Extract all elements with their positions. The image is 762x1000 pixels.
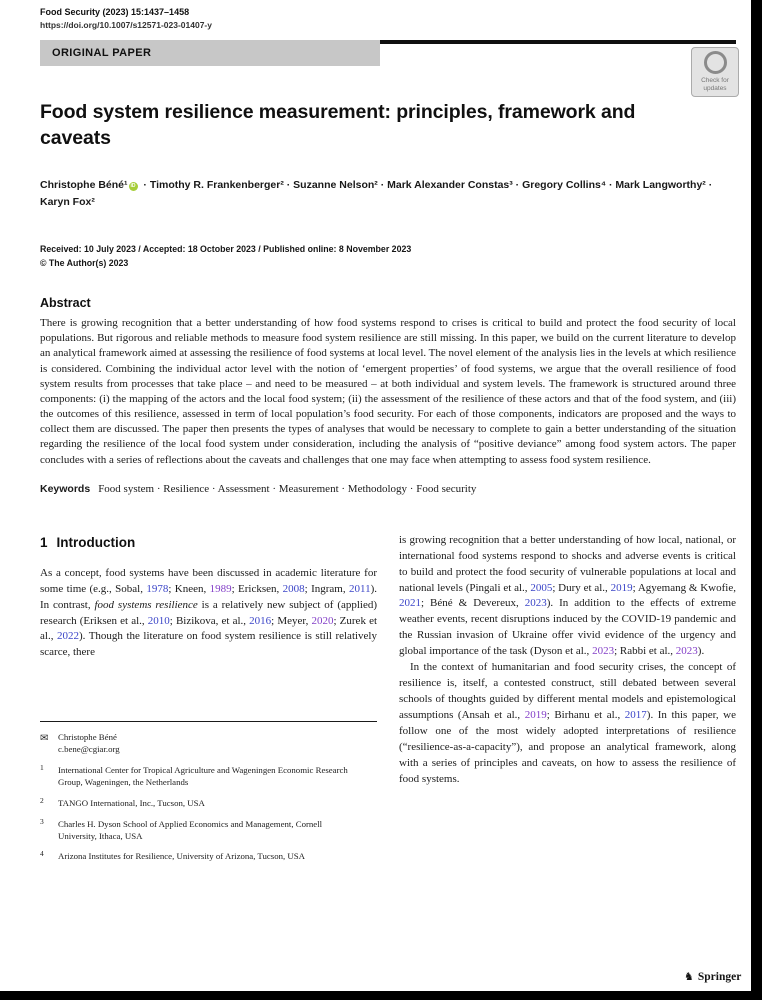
left-column bbox=[40, 533, 377, 864]
intro-paragraph-right-2: In the context of humanitarian and food security crises, the concept of resilience is, itself, a contested construct, still debated between several schools of thoughts guided by different mental models and epistemological assumptions (Ansah et al., 2019; Birhanu et al., 2017). In this paper, we follow one of the most widely adopted interpretations of resilience (“resilience-as-a-capacity”), and propose an analytical framework, along with a series of principles and caveats, on how to assess the resilience of food systems. bbox=[399, 661, 736, 785]
footnote-divider bbox=[40, 721, 377, 722]
keywords-label: Keywords bbox=[40, 482, 91, 495]
check-for-updates-icon bbox=[704, 51, 727, 74]
affiliation-text: International Center for Tropical Agriculture and Wageningen Economic Research Group, Wageningen, the Netherlands bbox=[58, 765, 348, 787]
keywords-value: Food system · Resilience · Assessment · Measurement · Methodology · Food security bbox=[98, 482, 477, 495]
check-for-updates-button[interactable] bbox=[691, 47, 739, 97]
header-rule bbox=[380, 40, 736, 44]
springer-logo bbox=[684, 971, 741, 983]
citation-link[interactable]: 2019 bbox=[524, 709, 547, 722]
section-title: Introduction bbox=[56, 534, 136, 550]
affiliation-item bbox=[40, 765, 377, 789]
affiliation-number: 1 bbox=[40, 763, 44, 773]
affiliation-item bbox=[40, 851, 377, 863]
scan-edge-bottom bbox=[0, 991, 762, 1000]
affiliation-text: Arizona Institutes for Resilience, University of Arizona, Tucson, USA bbox=[58, 851, 306, 862]
springer-wordmark: Springer bbox=[697, 971, 742, 983]
article-type-row bbox=[40, 40, 736, 66]
citation-link[interactable]: 1978 bbox=[146, 582, 169, 595]
affiliation-item bbox=[40, 795, 377, 810]
citation-link[interactable]: 2005 bbox=[530, 581, 553, 594]
citation-link[interactable]: 2021 bbox=[399, 597, 421, 610]
journal-citation-line: Food Security (2023) 15:1437–1458 bbox=[40, 7, 190, 17]
intro-paragraph-left: As a concept, food systems have been discussed in academic literature for some time (e.g., Sobal, 1978; Kneen, 1989; Ericksen, 2008; Ingram, 2011). In contrast, food systems resilience is a relatively new subject of (applied) research (Eriksen et al., 2010; Bizikova, et al., 2016; Meyer, 2020; Zurek et al., 2022). Though the literature on food system resilience is still relatively scarce, there bbox=[40, 566, 378, 659]
affiliation-text: Charles H. Dyson School of Applied Economics and Management, Cornell University, Ithaca, USA bbox=[58, 818, 323, 841]
paper-title: Food system resilience measurement: principles, framework and caveats bbox=[40, 101, 636, 149]
abstract-heading: Abstract bbox=[40, 296, 91, 310]
envelope-icon: ✉ bbox=[40, 733, 49, 745]
citation-link[interactable]: 2020 bbox=[311, 614, 334, 627]
section-heading-introduction bbox=[40, 535, 377, 550]
orcid-icon[interactable]: iD bbox=[130, 183, 136, 190]
intro-paragraph-right-1: is growing recognition that a better understanding of how local, national, or international food systems respond to shocks and adverse events is critical to build and protect the food security of vulnerable populations at local and national levels (Pingali et al., 2005; Dury et al., 2019; Agyemang & Kwofie, 2021; Béné & Devereux, 2023). In addition to the effects of extreme weather events, recent disruptions induced by the COVID-19 pandemic and the Russian invasion of Ukraine offer vivid evidence of the urgency and global importance of the task (Dyson et al., 2023; Rabbi et al., 2023). bbox=[399, 533, 736, 658]
affiliation-list bbox=[40, 765, 377, 863]
correspondence-name: Christophe Béné bbox=[58, 732, 117, 743]
doi-link[interactable]: https://doi.org/10.1007/s12571-023-01407-y bbox=[40, 20, 212, 30]
citation-link[interactable]: 2017 bbox=[624, 709, 647, 722]
abstract-body: There is growing recognition that a better understanding of how food systems respond to crises is critical to build and protect the food security of local populations. But rigorous and reliable methods to measure food system resilience are still missing. In this paper, we build on the current literature to develop an analytical framework aimed at assessing the resilience of food systems at local level. The novel element of the analysis lies in the levels at which resilience is considered. Combining the individual actor level with the notion of ‘emergent properties’ of food systems, we argue that the overall resilience of food system results from processes that take place – and need to be measured – at both individual and system levels. The framework is structured around three components: (i) the mapping of the actors and the local food system; (ii) the assessment of the resilience of these actors and that of the food system, and (iii) the outcomes of this resilience, assessed in term of local population’s food security. For each of those components, indicators are proposed and the ways to collect them are discussed. The paper then presents the types of analyses that would be necessary to complete to gain a better understanding of the situation regarding the resilience of the local food system under consideration, including the analysis of “positive deviance” among food system actors. The paper concludes with a series of reflections about the caveats and challenges that one may face when attempting to assess food system resilience. bbox=[40, 317, 736, 466]
citation-link[interactable]: 2011 bbox=[349, 582, 371, 595]
author-first: Christophe Béné¹ bbox=[40, 179, 128, 192]
right-column bbox=[399, 533, 736, 864]
citation-link[interactable]: 2008 bbox=[282, 582, 305, 595]
citation-link[interactable]: 2016 bbox=[249, 614, 272, 627]
correspondence-email[interactable]: c.bene@cgiar.org bbox=[58, 744, 120, 755]
received-line: Received: 10 July 2023 / Accepted: 18 October 2023 / Published online: 8 November 2023 bbox=[40, 244, 412, 254]
affiliation-number: 3 bbox=[40, 816, 44, 826]
citation-link[interactable]: 2022 bbox=[56, 630, 79, 643]
citation-link[interactable]: 2023 bbox=[524, 597, 547, 610]
affiliation-number: 2 bbox=[40, 795, 44, 805]
affiliation-number: 4 bbox=[40, 849, 44, 859]
check-badge-text-2: updates bbox=[703, 85, 727, 92]
section-number: 1 bbox=[40, 534, 48, 550]
scan-edge-right bbox=[751, 0, 762, 1000]
keywords-line bbox=[40, 483, 736, 495]
author-line bbox=[40, 177, 736, 210]
citation-link[interactable]: 2010 bbox=[147, 614, 170, 627]
citation-link[interactable]: 2019 bbox=[610, 581, 633, 594]
citation-link[interactable]: 1989 bbox=[209, 582, 232, 595]
article-type-badge: ORIGINAL PAPER bbox=[40, 40, 380, 66]
affiliation-item bbox=[40, 816, 377, 843]
correspondence-block bbox=[40, 732, 377, 756]
two-column-body bbox=[40, 533, 736, 864]
check-badge-text-1: Check for bbox=[701, 76, 729, 84]
copyright-line: © The Author(s) 2023 bbox=[40, 258, 129, 268]
author-rest: · Timothy R. Frankenberger² · Suzanne Nelson² · Mark Alexander Constas³ · Gregory Collins⁴ · Mark Langworthy² · Karyn Fox² bbox=[40, 179, 713, 208]
citation-link[interactable]: 2023 bbox=[592, 645, 615, 658]
affiliation-text: TANGO International, Inc., Tucson, USA bbox=[58, 797, 205, 808]
springer-horse-icon: ♞ bbox=[684, 970, 694, 983]
citation-link[interactable]: 2023 bbox=[675, 645, 698, 658]
